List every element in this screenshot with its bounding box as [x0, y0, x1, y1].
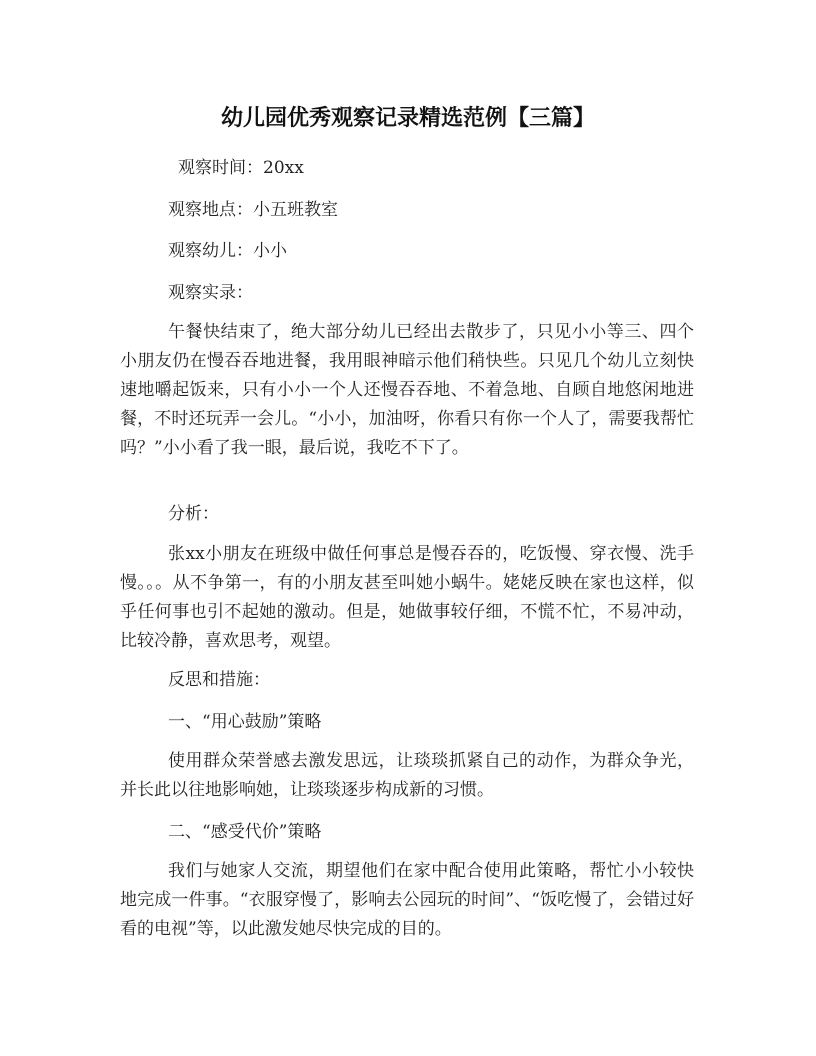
- observation-time: 观察时间：20xx: [178, 158, 304, 178]
- analysis-heading: 分析：: [168, 504, 219, 524]
- measures-heading: 反思和措施：: [168, 670, 270, 690]
- strategy-two-paragraph: 我们与她家人交流，期望他们在家中配合使用此策略，帮忙小小较快地完成一件事。“衣服穿慢了，影响去公园玩的时间”、“饭吃慢了，会错过好看的电视”等，以此激发她尽快完成的目的。: [120, 861, 694, 939]
- observation-child: 观察幼儿：小小: [168, 241, 287, 261]
- strategy-two-heading: 二、“感受代价”策略: [168, 822, 322, 842]
- document-title: 幼儿园优秀观察记录精选范例【三篇】: [220, 106, 595, 131]
- record-heading: 观察实录：: [168, 283, 253, 303]
- strategy-one-paragraph: 使用群众荣誉感去激发思远，让琰琰抓紧自己的动作，为群众争光，并长此以往地影响她，让琰琰逐步构成新的习惯。: [120, 751, 694, 800]
- record-paragraph: 午餐快结束了，绝大部分幼儿已经出去散步了，只见小小等三、四个小朋友仍在慢吞吞地进餐，我用眼神暗示他们稍快些。只见几个幼儿立刻快速地嚼起饭来，只有小小一个人还慢吞吞地、不着急地、自顾自地悠闲地进餐，不时还玩弄一会儿。“小小，加油呀，你看只有你一个人了，需要我帮忙吗？”小小看了我一眼，最后说，我吃不下了。: [120, 322, 694, 458]
- observation-place: 观察地点：小五班教室: [168, 200, 338, 220]
- analysis-paragraph: 张xx小朋友在班级中做任何事总是慢吞吞的，吃饭慢、穿衣慢、洗手慢。。。从不争第一，有的小朋友甚至叫她小蜗牛。姥姥反映在家也这样，似乎任何事也引不起她的激动。但是，她做事较仔细，不慌不忙，不易冲动，比较冷静，喜欢思考，观望。: [120, 544, 694, 651]
- strategy-one-heading: 一、“用心鼓励”策略: [168, 712, 322, 732]
